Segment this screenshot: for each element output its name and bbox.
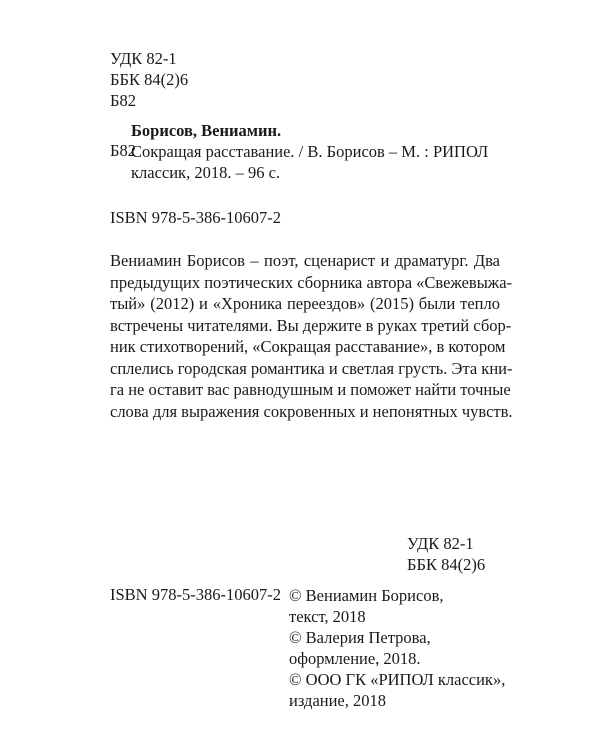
copyright-block xyxy=(289,585,505,711)
classification-codes-top xyxy=(110,48,188,111)
annotation-line: сплелись городская романтика и светлая грусть. Эта кни- xyxy=(110,358,513,378)
copyright-line: © Вениамин Борисов, xyxy=(289,586,444,605)
annotation-line: га не оставит вас равнодушным и поможет найти точные xyxy=(110,380,511,399)
bbk-code: ББК 84(2)6 xyxy=(407,555,486,574)
author-name: Борисов, Вениамин. xyxy=(131,121,282,140)
copyright-line: © ООО ГК «РИПОЛ классик», xyxy=(289,670,506,689)
copyright-line: © Валерия Петрова, xyxy=(289,628,431,647)
catalog-mark: Б82 xyxy=(110,141,136,160)
classification-codes-bottom xyxy=(407,533,485,575)
annotation-line: предыдущих поэтических сборника автора «Свежевыжа- xyxy=(110,272,513,292)
annotation-line: Вениамин Борисов – поэт, сценарист и драматург. Два xyxy=(110,251,500,270)
annotation-line: встречены читателями. Вы держите в руках третий сбор- xyxy=(110,315,512,335)
annotation xyxy=(110,250,513,422)
copyright-line: издание, 2018 xyxy=(289,691,387,710)
bbk-code: ББК 84(2)6 xyxy=(110,70,189,89)
bibliographic-line-imprint: классик, 2018. – 96 с. xyxy=(131,163,281,182)
isbn-bottom: ISBN 978-5-386-10607-2 xyxy=(110,585,281,604)
bibliographic-entry xyxy=(131,141,488,183)
copyright-line: текст, 2018 xyxy=(289,607,366,626)
copyright-line: оформление, 2018. xyxy=(289,649,421,668)
isbn-top: ISBN 978-5-386-10607-2 xyxy=(110,208,281,227)
udk-code: УДК 82-1 xyxy=(110,49,177,68)
annotation-line: ник стихотворений, «Сокращая расставание», в котором xyxy=(110,337,506,356)
annotation-line: слова для выражения сокровенных и непонятных чувств. xyxy=(110,401,513,421)
author-mark: Б82 xyxy=(110,91,136,110)
udk-code: УДК 82-1 xyxy=(407,534,474,553)
annotation-line: тый» (2012) и «Хроника переездов» (2015) были тепло xyxy=(110,294,500,313)
bibliographic-line-title: Сокращая расставание. / В. Борисов – М. : РИПОЛ xyxy=(131,142,489,161)
